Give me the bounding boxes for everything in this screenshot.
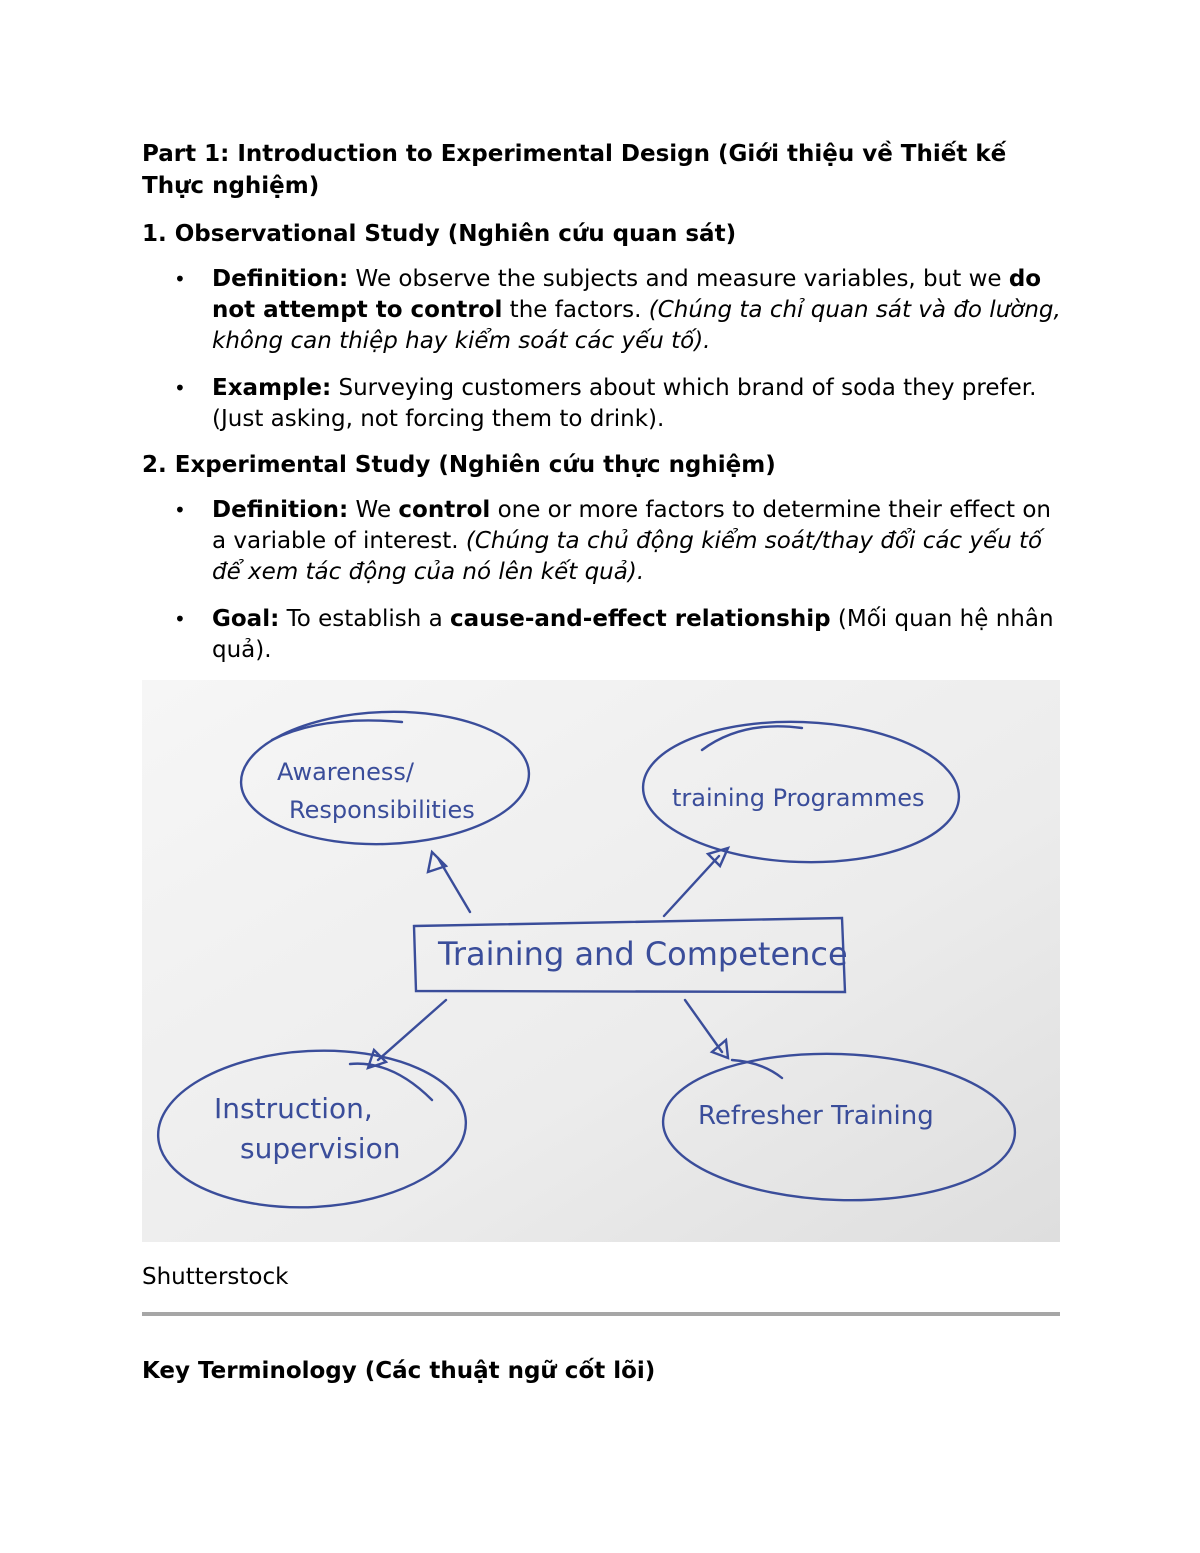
image-caption: Shutterstock [142,1264,289,1290]
bullet-icon: • [174,376,186,400]
list-item: • Definition: We observe the subjects and measure variables, but we do not attempt to control the factors. (Chúng ta chỉ quan sát và đo lường, không can thiệp hay kiểm soát các yếu tố). [174,266,1061,354]
list-item: • Definition: We control one or more factors to determine their effect on a variable of interest. (Chúng ta chủ động kiểm soát/thay đổi các yếu tố để xem tác động của nó lên kết quả). [174,497,1051,585]
example-label: Example: [212,375,332,401]
bullet-icon: • [174,267,186,291]
goal-label: Goal: [212,606,280,632]
center-label: Training and Competence [438,935,848,973]
key-terminology-heading: Key Terminology (Các thuật ngữ cốt lõi) [142,1358,656,1384]
experimental-list [142,495,1062,666]
definition-label: Definition: [212,266,349,292]
section-heading-experimental: 2. Experimental Study (Nghiên cứu thực nghiệm) [142,452,776,478]
instruction-label-line1: Instruction, [214,1092,373,1125]
awareness-label-line1: Awareness/ [277,758,414,786]
bullet-icon: • [174,607,186,631]
horizontal-divider [142,1312,1060,1316]
page-title: Part 1: Introduction to Experimental Design (Giới thiệu về Thiết kế Thực nghiệm) [142,141,1007,199]
mind-map-diagram [142,680,1060,1242]
diagram-photo [142,680,1060,1242]
list-item: • Goal: To establish a cause-and-effect relationship (Mối quan hệ nhân quả). [174,606,1054,663]
refresher-label: Refresher Training [698,1101,934,1131]
bullet-icon: • [174,498,186,522]
observational-list [142,264,1062,435]
definition-label: Definition: [212,497,349,523]
list-item: • Example: Surveying customers about which brand of soda they prefer. (Just asking, not forcing them to drink). [174,375,1037,432]
awareness-label-line2: Responsibilities [289,796,475,824]
document-page [142,138,1062,1387]
section-heading-observational: 1. Observational Study (Nghiên cứu quan sát) [142,221,737,247]
instruction-label-line2: supervision [240,1132,401,1165]
programmes-label: training Programmes [672,784,925,812]
